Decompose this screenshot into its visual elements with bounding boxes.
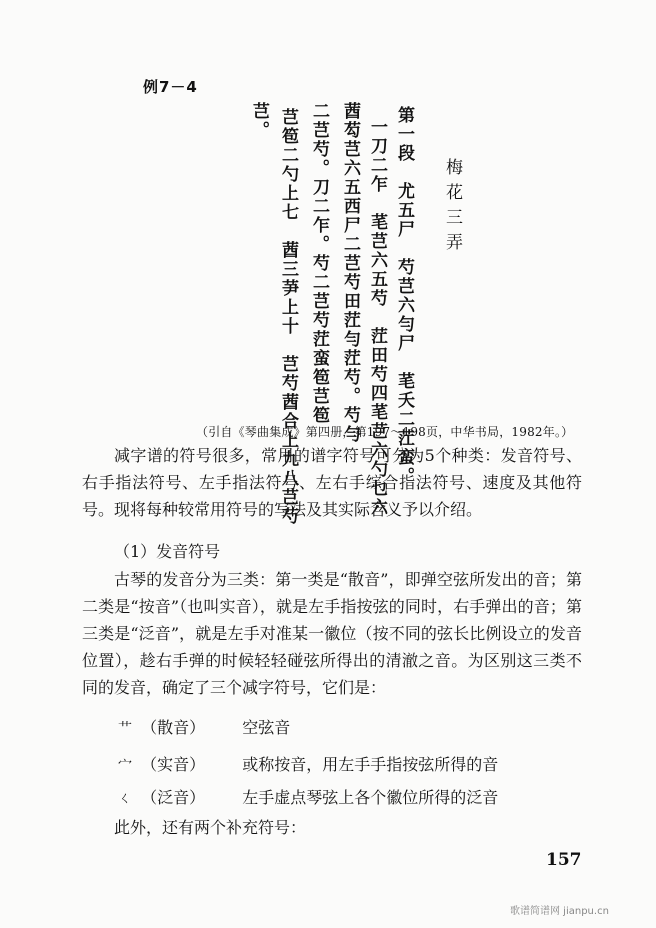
symbol-row-stopped (114, 751, 498, 779)
score-line: 二芑芍。刀二乍。芍二芑芍茳蛮笣芑笣 (309, 102, 329, 425)
score-line: 莤芶芑六五西尸二芑芍田茳勻茳芍。芍勻 (340, 102, 360, 444)
stopped-note-symbol: 宀 (118, 758, 132, 774)
score-line: 芑笣二勺上七 莤三芛上十 芑芍莤合上九八芑芍 (278, 108, 298, 526)
symbol-meaning: 左手虚点琴弦上各个徽位所得的泛音 (242, 788, 499, 807)
symbol-kind: （实音） (141, 755, 206, 774)
watermark: 歌谱简谱网 jianpu.cn (510, 906, 609, 917)
paragraph-sound-types: 古琴的发音分为三类：第一类是“散音”，即弹空弦所发出的音；第二类是“按音”（也叫实音），就是左手指按弦的同时，右手弹出的音；第三类是“泛音”，就是左手对准某一徽位（按不同的弦长比例设立的发音位置），趁右手弹的时候轻轻碰弦所得出的清澈之音。为区别这三类不同的发音，确定了三个减字符号，它们是： (82, 570, 582, 697)
example-label: 例7－4 (143, 78, 198, 96)
paragraph-closing: 此外，还有两个补充符号： (114, 818, 307, 837)
score-line: 芑。 (249, 102, 269, 140)
symbol-kind: （泛音） (141, 788, 206, 807)
symbol-row-open-string (114, 714, 290, 742)
page-number: 157 (546, 850, 582, 870)
paragraph-intro: 减字谱的符号很多，常用的谱字符号可分为5个种类：发音符号、右手指法符号、左手指法符号、左右手综合指法符号、速度及其他符号。现将每种较常用符号的写法及其实际含义予以介绍。 (82, 446, 582, 519)
symbol-meaning: 空弦音 (242, 718, 291, 737)
score-caption: （引自《琴曲集成》第四册，第197～198页，中华书局，1982年。） (196, 425, 574, 439)
score-title: 梅花三弄 (442, 158, 462, 258)
score-line: 第一段 尤五尸 芍芑六勻尸 芼夭二茳蛮。 (394, 106, 414, 486)
harmonic-symbol: ㄑ (118, 791, 132, 807)
open-string-symbol: 艹 (118, 721, 132, 737)
symbol-kind: （散音） (141, 718, 206, 737)
symbol-meaning: 或称按音，用左手手指按弦所得的音 (242, 755, 499, 774)
symbol-row-harmonic (114, 784, 498, 812)
section-heading: （1）发音符号 (114, 542, 221, 561)
score-line: 一刀二乍 芼芑六五芍 茳田芍四芼芑六勺乜六 (367, 118, 387, 517)
